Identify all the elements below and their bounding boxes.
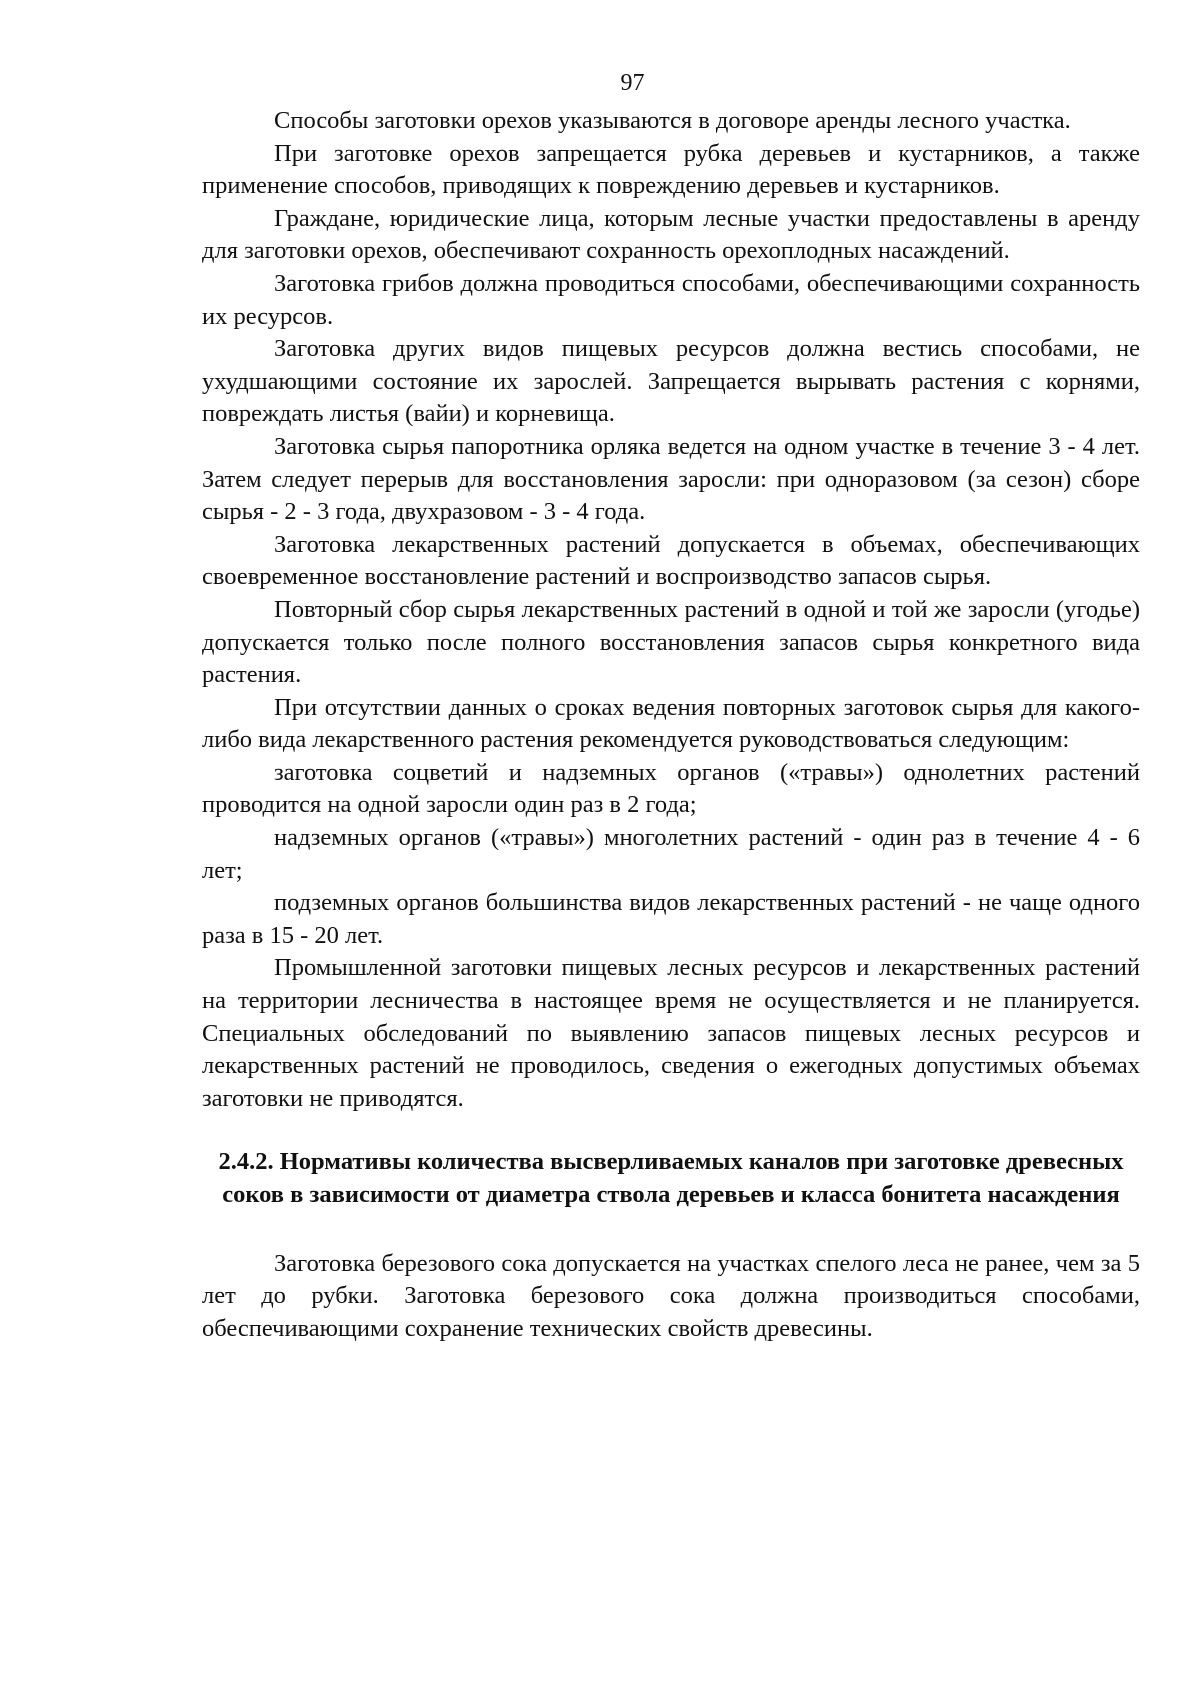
paragraph-nut-harvest-methods: Способы заготовки орехов указываются в договоре аренды лесного участка. xyxy=(274,107,1071,134)
paragraph-birch-sap: Заготовка березового сока допускается на участках спелого леса не ранее, чем за 5 лет до рубки. Заготовка березового сока должна производиться способами, обеспечивающими сохранение технических свойств древесины. xyxy=(202,1249,1140,1342)
page-number: 97 xyxy=(620,70,645,96)
paragraph-other-food-resources: Заготовка других видов пищевых ресурсов должна вестись способами, не ухудшающими состояние их зарослей. Запрещается вырывать растения с корнями, повреждать листья (вайи) и корневища. xyxy=(202,335,1140,428)
list-item-underground-organs: подземных органов большинства видов лекарственных растений - не чаще одного раза в 15 - 20 лет. xyxy=(202,889,1140,949)
paragraph-industrial-harvest: Промышленной заготовки пищевых лесных ресурсов и лекарственных растений на территории лесничества в настоящее время не осуществляется и не планируется. Специальных обследований по выявлению запасов пищевых лесных ресурсов и лекарственных растений не проводилось, сведения о ежегодных допустимых объемах заготовки не приводятся. xyxy=(202,954,1140,1112)
paragraph-bracken-fern: Заготовка сырья папоротника орляка ведется на одном участке в течение 3 - 4 лет. Затем следует перерыв для восстановления заросли: при одноразовом (за сезон) сборе сырья - 2 - 3 года, двухразовом - 3 - 4 года. xyxy=(202,432,1140,526)
list-item-perennial-plants: надземных органов («травы») многолетних растений - один раз в течение 4 - 6 лет; xyxy=(202,824,1140,884)
list-item-annual-plants: заготовка соцветий и надземных органов («травы») однолетних растений проводится на одной заросли один раз в 2 года; xyxy=(202,758,1140,819)
paragraph-repeat-collection: Повторный сбор сырья лекарственных растений в одной и той же заросли (угодье) допускается только после полного восстановления запасов сырья конкретного вида растения. xyxy=(202,595,1140,689)
page-content xyxy=(202,105,1140,1345)
paragraph-mushroom-harvest: Заготовка грибов должна проводиться способами, обеспечивающими сохранность их ресурсов. xyxy=(202,269,1140,330)
paragraph-no-data-guidance: При отсутствии данных о сроках ведения повторных заготовок сырья для какого-либо вида лекарственного растения рекомендуется руководствоваться следующим: xyxy=(202,693,1140,754)
paragraph-medicinal-plants-volume: Заготовка лекарственных растений допускается в объемах, обеспечивающих своевременное восстановление растений и воспроизводство запасов сырья. xyxy=(202,530,1140,591)
paragraph-nut-harvest-prohibitions: При заготовке орехов запрещается рубка деревьев и кустарников, а также применение способов, приводящих к повреждению деревьев и кустарников. xyxy=(202,139,1140,200)
section-heading: 2.4.2. Нормативы количества высверливаемых каналов при заготовке древесных соков в зависимости от диаметра ствола деревьев и класса бонитета насаждения xyxy=(218,1148,1124,1208)
paragraph-nut-stands-preservation: Граждане, юридические лица, которым лесные участки предоставлены в аренду для заготовки орехов, обеспечивают сохранность орехоплодных насаждений. xyxy=(202,204,1140,265)
